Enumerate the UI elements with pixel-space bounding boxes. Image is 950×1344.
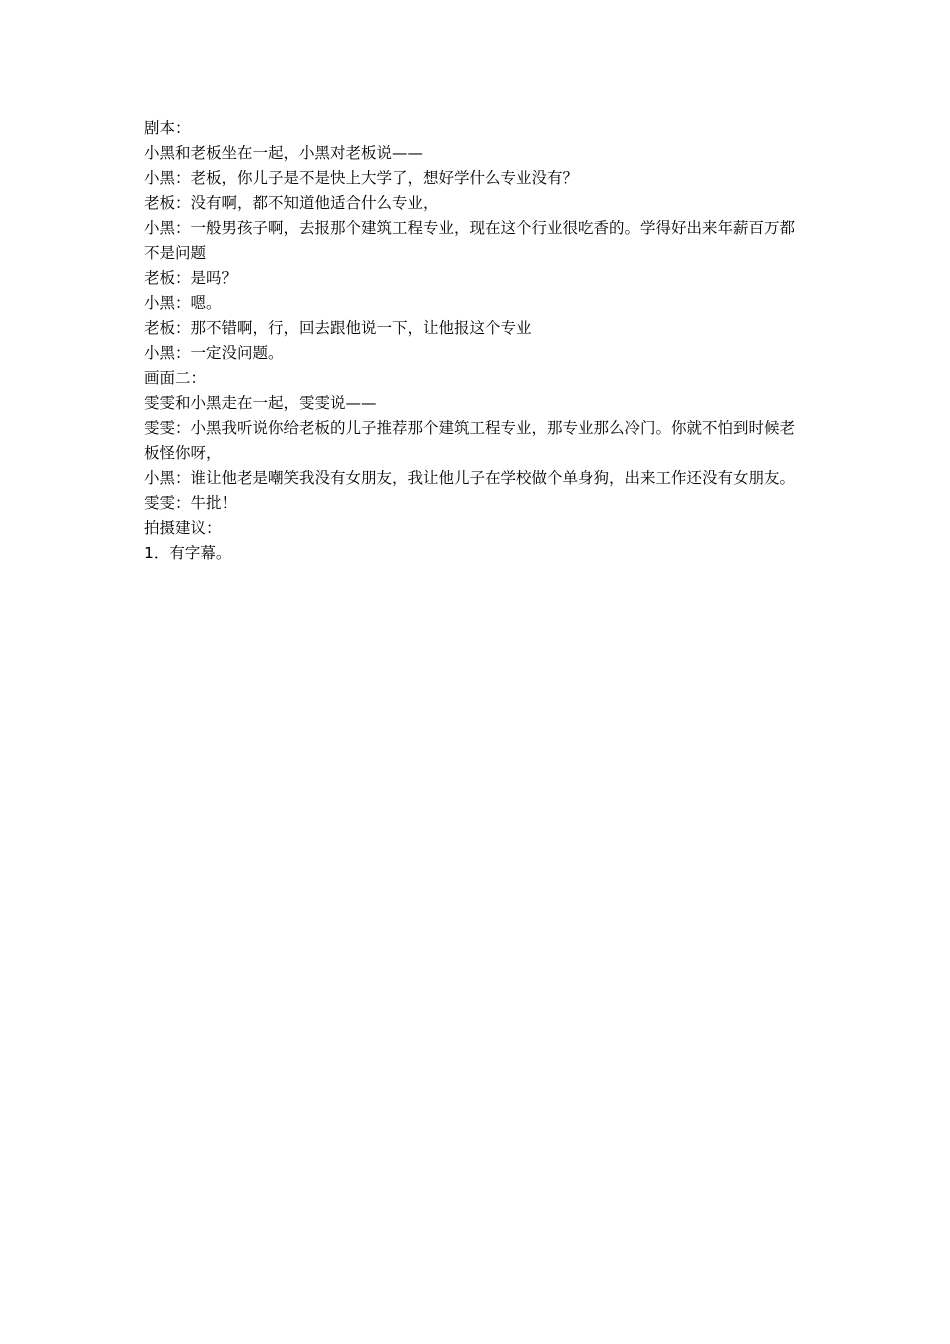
script-text [144,116,810,566]
scene-description: 雯雯和小黑走在一起，雯雯说—— [144,394,377,412]
dialogue-line: 小黑：老板，你儿子是不是快上大学了，想好学什么专业没有？ [144,169,579,187]
shooting-tip-item: 1．有字幕。 [144,544,232,562]
scene-description: 小黑和老板坐在一起，小黑对老板说—— [144,144,424,162]
dialogue-line: 老板：没有啊，都不知道他适合什么专业， [144,194,439,212]
dialogue-line: 小黑：谁让他老是嘲笑我没有女朋友，我让他儿子在学校做个单身狗，出来工作还没有女朋友。 [144,469,796,487]
dialogue-line: 老板：是吗？ [144,269,238,287]
heading-scene-two: 画面二： [144,369,207,387]
dialogue-line: 雯雯：小黑我听说你给老板的儿子推荐那个建筑工程专业，那专业那么冷门。你就不怕到时候老板怪你呀， [144,419,796,462]
dialogue-line: 小黑：一般男孩子啊，去报那个建筑工程专业，现在这个行业很吃香的。学得好出来年薪百万都不是问题 [144,219,796,262]
dialogue-line: 老板：那不错啊，行，回去跟他说一下，让他报这个专业 [144,319,532,337]
dialogue-line: 雯雯：牛批！ [144,494,238,512]
heading-script: 剧本： [144,119,191,137]
heading-shooting-tips: 拍摄建议： [144,519,222,537]
dialogue-line: 小黑：一定没问题。 [144,344,284,362]
dialogue-line: 小黑：嗯。 [144,294,222,312]
